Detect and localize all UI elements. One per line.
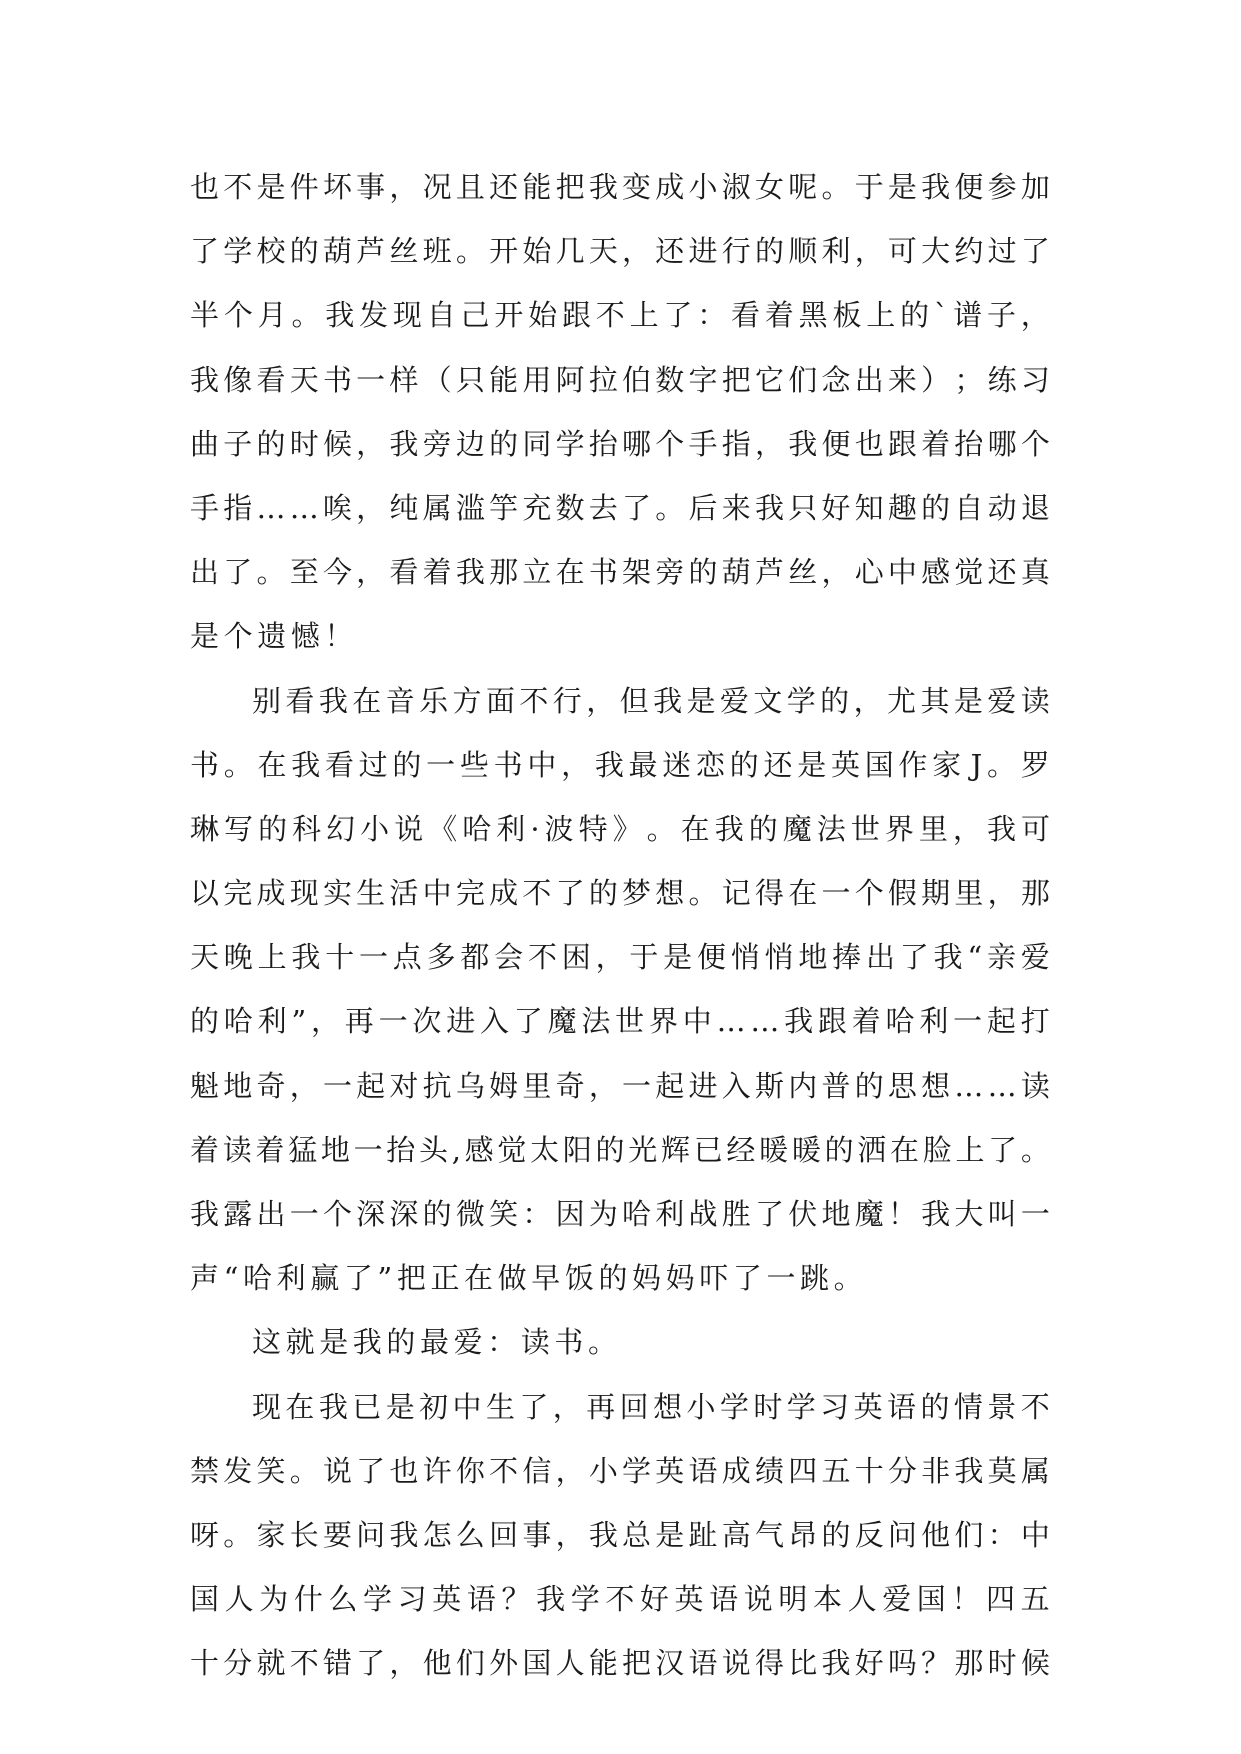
paragraph-start-line: 这就是我的最爱：读书。 [252,1325,622,1360]
text-line: 手 指 … … 唉 ， 纯 属 滥 竽 充 数 去 了 。 后 来 我 只 好 知 趣 的 自 动 退 [190,490,1050,525]
text-line: 禁 发 笑 。 说 了 也 许 你 不 信 ， 小 学 英 语 成 绩 四 五 十 分 非 我 莫 属 [190,1453,1050,1488]
text-line: 以 完 成 现 实 生 活 中 完 成 不 了 的 梦 想 。 记 得 在 一 个 假 期 里 ， 那 [190,876,1050,911]
text-line: 也 不 是 件 坏 事 ， 况 且 还 能 把 我 变 成 小 淑 女 呢 。 于 是 我 便 参 加 [190,170,1050,204]
text-line: 着 读 着 猛 地 一 抬 头 , 感 觉 太 阳 的 光 辉 已 经 暖 暖 的 洒 在 脸 上 了 。 [190,1132,1050,1167]
text-line: 我 露 出 一 个 深 深 的 微 笑 ： 因 为 哈 利 战 胜 了 伏 地 魔 ！ 我 大 叫 一 [190,1197,1050,1231]
text-line: 呀 。 家 长 要 问 我 怎 么 回 事 ， 我 总 是 趾 高 气 昂 的 反 问 他 们 ： 中 [190,1517,1050,1552]
paragraph-start-line: 别 看 我 在 音 乐 方 面 不 行 ， 但 我 是 爱 文 学 的 ， 尤 其 是 爱 读 [252,683,1050,718]
text-line: 了 学 校 的 葫 芦 丝 班 。 开 始 几 天 ， 还 进 行 的 顺 利 ， 可 大 约 过 了 [190,234,1050,269]
text-line: 天 晚 上 我 十 一 点 多 都 会 不 困 ， 于 是 便 悄 悄 地 捧 出 了 我 “ 亲 爱 [190,940,1050,975]
text-line: 半 个 月 。 我 发 现 自 己 开 始 跟 不 上 了 ： 看 着 黑 板 上 的 ` 谱 子 ， [190,298,1050,333]
text-line: 声“哈利赢了”把正在做早饭的妈妈吓了一跳。 [190,1261,868,1296]
text-line: 曲 子 的 时 候 ， 我 旁 边 的 同 学 抬 哪 个 手 指 ， 我 便 也 跟 着 抬 哪 个 [190,426,1050,461]
body-text [190,155,1050,1696]
text-line: 魁 地 奇 ， 一 起 对 抗 乌 姆 里 奇 ， 一 起 进 入 斯 内 普 的 思 想 … … 读 [190,1068,1050,1103]
text-line: 的 哈 利 ” ， 再 一 次 进 入 了 魔 法 世 界 中 … … 我 跟 着 哈 利 一 起 打 [190,1004,1050,1039]
text-line: 是个遗憾！ [190,619,359,654]
text-line: 十 分 就 不 错 了 ， 他 们 外 国 人 能 把 汉 语 说 得 比 我 好 吗 ？ 那 时 候 [190,1646,1050,1681]
text-line: 琳 写 的 科 幻 小 说 《 哈 利 · 波 特 》 。 在 我 的 魔 法 世 界 里 ， 我 可 [190,811,1050,846]
text-line: 书 。 在 我 看 过 的 一 些 书 中 ， 我 最 迷 恋 的 还 是 英 国 作 家 J 。 罗 [190,747,1050,782]
paragraph-start-line: 现 在 我 已 是 初 中 生 了 ， 再 回 想 小 学 时 学 习 英 语 的 情 景 不 [252,1389,1050,1424]
text-line: 我 像 看 天 书 一 样 （ 只 能 用 阿 拉 伯 数 字 把 它 们 念 出 来 ） ； 练 习 [190,362,1050,397]
text-line: 国 人 为 什 么 学 习 英 语 ？ 我 学 不 好 英 语 说 明 本 人 爱 国 ！ 四 五 [190,1582,1050,1617]
text-line: 出 了 。 至 今 ， 看 着 我 那 立 在 书 架 旁 的 葫 芦 丝 ， 心 中 感 觉 还 真 [190,555,1050,590]
